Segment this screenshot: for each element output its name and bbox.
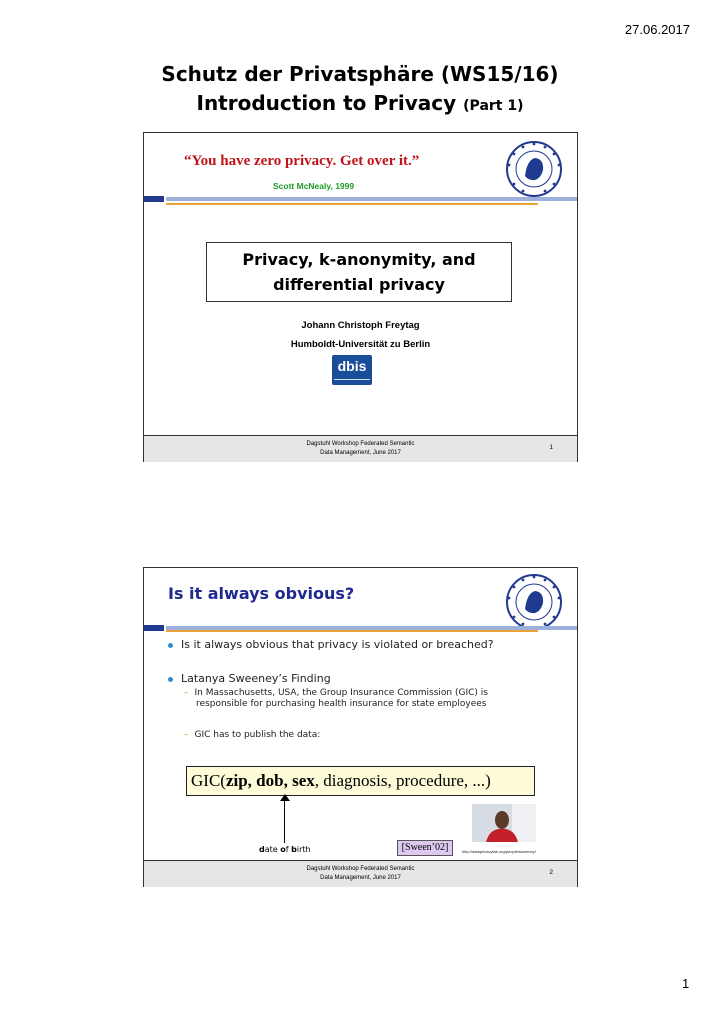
page-number: 1 (682, 976, 690, 991)
slide2-footer-text (144, 865, 577, 883)
portrait-photo (472, 804, 536, 842)
dob-letter-d: d (259, 845, 265, 854)
photo-source-url: http://dataprivacylab.org/people/sweeney/ (462, 849, 536, 854)
slide1-title-line2: differential privacy (273, 275, 445, 294)
gic-schema-box (186, 766, 535, 796)
gic-prefix: GIC( (191, 771, 226, 790)
document-title-line1: Schutz der Privatsphäre (WS15/16) (161, 62, 559, 86)
dash-icon: – (184, 688, 189, 698)
slide2-bullet-2 (168, 672, 331, 685)
slide2-title: Is it always obvious? (168, 584, 355, 603)
slide1-footer-line2: Data Management, June 2017 (320, 450, 401, 456)
document-title (0, 60, 720, 121)
slide1-divider (166, 203, 538, 205)
slide2-subbullet-1-line1: In Massachusetts, USA, the Group Insurance Commission (GIC) is (194, 688, 488, 698)
slide1-footer-line1: Dagstuhl Workshop Federated Semantic (306, 441, 415, 447)
slide2-number: 2 (549, 869, 553, 876)
slide1-accent-bar (144, 196, 577, 202)
bullet-dot-icon (168, 643, 173, 648)
slide2-subbullet-1-line2: responsible for purchasing health insurance for state employees (196, 699, 487, 709)
dash-icon: – (184, 730, 189, 740)
slide-1 (143, 132, 578, 462)
slide1-affiliation: Humboldt-Universität zu Berlin (290, 339, 431, 350)
arrow-up-icon (280, 794, 290, 801)
slide2-footer-line2: Data Management, June 2017 (320, 875, 401, 881)
dob-letter-o: o (280, 845, 286, 854)
dob-irth: irth (296, 845, 311, 854)
dob-label (259, 845, 311, 854)
slide1-title-box (206, 242, 512, 302)
slide2-bullet-1-text: Is it always obvious that privacy is violated or breached? (181, 638, 494, 651)
dbis-logo-text: dbis (337, 358, 367, 374)
slide1-footer (144, 435, 577, 462)
slide2-subbullet-2-text: GIC has to publish the data: (194, 730, 321, 740)
bullet-dot-icon (168, 677, 173, 682)
slide1-footer-text (144, 440, 577, 458)
document-title-line2 (0, 89, 720, 121)
slide2-subbullet-1 (184, 688, 488, 710)
gic-rest: , diagnosis, procedure, ...) (314, 771, 491, 790)
title-part: (Part 1) (463, 98, 524, 114)
dob-letter-b: b (291, 845, 297, 854)
university-seal-icon (505, 140, 563, 198)
slide1-quote: “You have zero privacy. Get over it.” (184, 153, 420, 169)
dob-f: f (285, 845, 292, 854)
slide2-bullet-1 (168, 638, 494, 651)
slide2-bullet-2-text: Latanya Sweeney’s Finding (181, 672, 331, 685)
slide1-title-line1: Privacy, k-anonymity, and (242, 250, 476, 269)
gic-quasi-identifiers: zip, dob, sex (225, 771, 315, 790)
slide2-subbullet-2 (184, 730, 320, 741)
page-date: 27.06.2017 (624, 22, 690, 37)
dbis-logo (332, 355, 372, 385)
slide2-footer-line1: Dagstuhl Workshop Federated Semantic (306, 866, 415, 872)
slide-2 (143, 567, 578, 887)
title-main: Introduction to Privacy (196, 91, 457, 115)
slide1-author: Johann Christoph Freytag (301, 320, 420, 331)
slide2-footer (144, 860, 577, 887)
citation-box: [Sween’02] (397, 840, 453, 856)
slide2-divider (166, 630, 538, 632)
slide1-quote-author: Scott McNealy, 1999 (273, 181, 355, 191)
dob-ate: ate (264, 845, 281, 854)
arrow-line (284, 797, 285, 843)
slide1-number: 1 (549, 444, 553, 451)
university-seal-icon (505, 573, 563, 631)
